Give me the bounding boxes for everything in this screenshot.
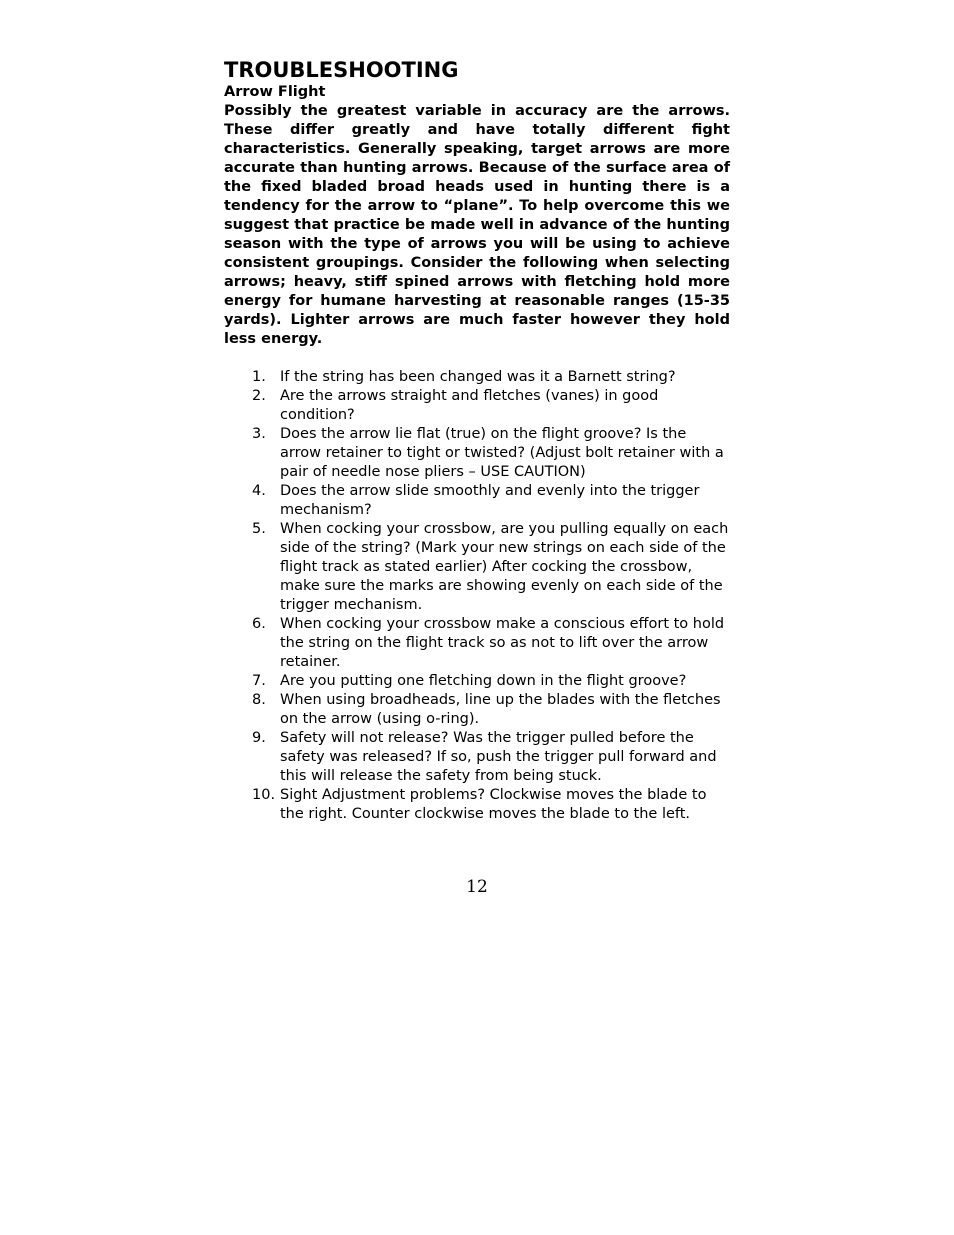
list-item bbox=[224, 786, 730, 824]
list-item-number: 7. bbox=[252, 673, 266, 689]
list-item bbox=[224, 482, 730, 520]
list-item bbox=[224, 615, 730, 672]
list-item-text: Does the arrow lie flat (true) on the flight groove? Is the arrow retainer to tight or twisted? (Adjust bolt retainer with a pair of needle nose pliers – USE CAUTION) bbox=[280, 426, 724, 480]
list-item-number: 10. bbox=[252, 787, 276, 803]
list-item-number: 5. bbox=[252, 521, 266, 537]
page-number: 12 bbox=[466, 877, 488, 897]
list-item-number: 3. bbox=[252, 426, 266, 442]
list-item-text: Does the arrow slide smoothly and evenly into the trigger mechanism? bbox=[280, 483, 700, 518]
list-item-number: 1. bbox=[252, 369, 266, 385]
list-item-text: If the string has been changed was it a Barnett string? bbox=[280, 369, 676, 385]
list-item bbox=[224, 691, 730, 729]
list-item bbox=[224, 520, 730, 615]
list-item-text: When cocking your crossbow, are you pulling equally on each side of the string? (Mark your new strings on each side of the flight track as stated earlier) After cocking the crossbow, make sure the marks are showing evenly on each side of the trigger mechanism. bbox=[280, 521, 729, 613]
list-item bbox=[224, 368, 730, 387]
list-item-number: 6. bbox=[252, 616, 266, 632]
list-item-number: 8. bbox=[252, 692, 266, 708]
section-title: Arrow Flight bbox=[224, 84, 326, 100]
list-item-text: When using broadheads, line up the blades with the fletches on the arrow (using o-ring). bbox=[280, 692, 721, 727]
troubleshooting-list bbox=[224, 368, 730, 824]
list-item bbox=[224, 387, 730, 425]
list-item-number: 2. bbox=[252, 388, 266, 404]
list-item-text: Safety will not release? Was the trigger pulled before the safety was released? If so, push the trigger pull forward and this will release the safety from being stuck. bbox=[280, 730, 717, 784]
list-item-text: Are you putting one fletching down in the flight groove? bbox=[280, 673, 687, 689]
list-item bbox=[224, 425, 730, 482]
list-item bbox=[224, 729, 730, 786]
list-item-number: 4. bbox=[252, 483, 266, 499]
page-content bbox=[224, 57, 730, 824]
list-item-text: Are the arrows straight and fletches (vanes) in good condition? bbox=[280, 388, 659, 423]
list-item-text: When cocking your crossbow make a conscious effort to hold the string on the flight track so as not to lift over the arrow retainer. bbox=[280, 616, 725, 670]
list-item bbox=[224, 672, 730, 691]
list-item-text: Sight Adjustment problems? Clockwise moves the blade to the right. Counter clockwise moves the blade to the left. bbox=[280, 787, 707, 822]
intro-paragraph: Possibly the greatest variable in accuracy are the arrows. These differ greatly and have totally different fight characteristics. Generally speaking, target arrows are more accurate than hunting arrows. Because of the surface area of the fixed bladed broad heads used in hunting there is a tendency for the arrow to “plane”. To help overcome this we suggest that practice be made well in advance of the hunting season with the type of arrows you will be using to achieve consistent groupings. Consider the following when selecting arrows; heavy, stiff spined arrows with fletching hold more energy for humane harvesting at reasonable ranges (15-35 yards). Lighter arrows are much faster however they hold less energy. bbox=[224, 103, 730, 347]
page-title: TROUBLESHOOTING bbox=[224, 58, 459, 82]
list-item-number: 9. bbox=[252, 730, 266, 746]
